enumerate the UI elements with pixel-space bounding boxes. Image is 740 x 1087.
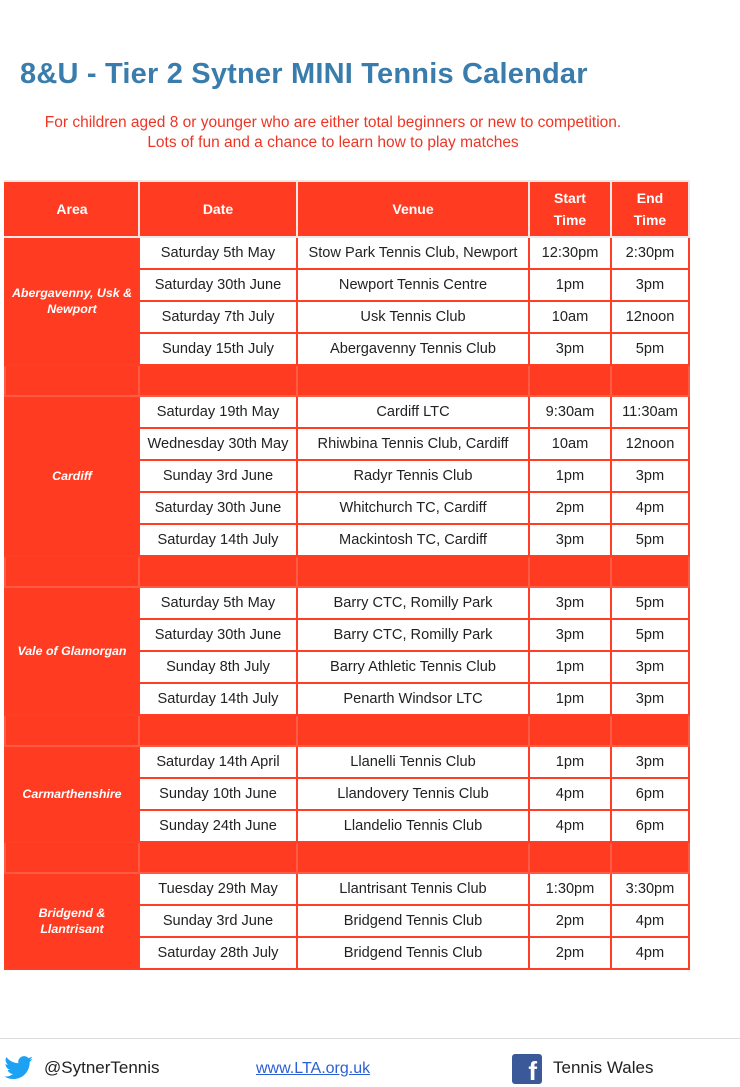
venue-cell: Llandovery Tennis Club xyxy=(297,778,529,810)
group-separator-row xyxy=(5,556,689,587)
venue-cell: Penarth Windsor LTC xyxy=(297,683,529,715)
venue-cell: Llantrisant Tennis Club xyxy=(297,873,529,905)
venue-cell: Whitchurch TC, Cardiff xyxy=(297,492,529,524)
date-cell: Sunday 3rd June xyxy=(139,460,297,492)
date-cell: Sunday 15th July xyxy=(139,333,297,365)
group-separator-row xyxy=(5,365,689,396)
start-cell: 3pm xyxy=(529,587,611,619)
venue-cell: Abergavenny Tennis Club xyxy=(297,333,529,365)
end-cell: 11:30am xyxy=(611,396,689,428)
end-cell: 5pm xyxy=(611,619,689,651)
venue-cell: Llandelio Tennis Club xyxy=(297,810,529,842)
end-cell: 2:30pm xyxy=(611,237,689,269)
end-cell: 12noon xyxy=(611,428,689,460)
venue-cell: Stow Park Tennis Club, Newport xyxy=(297,237,529,269)
venue-cell: Llanelli Tennis Club xyxy=(297,746,529,778)
start-cell: 9:30am xyxy=(529,396,611,428)
separator-cell xyxy=(297,365,529,396)
separator-cell xyxy=(529,842,611,873)
group-separator-row xyxy=(5,715,689,746)
header-start-word: Start xyxy=(554,190,586,206)
date-cell: Saturday 7th July xyxy=(139,301,297,333)
start-cell: 10am xyxy=(529,301,611,333)
separator-cell xyxy=(529,365,611,396)
header-date: Date xyxy=(139,181,297,237)
end-cell: 3pm xyxy=(611,746,689,778)
table-row xyxy=(5,873,689,905)
venue-cell: Barry CTC, Romilly Park xyxy=(297,587,529,619)
header-start-time xyxy=(529,181,611,237)
end-cell: 5pm xyxy=(611,524,689,556)
start-cell: 3pm xyxy=(529,524,611,556)
start-cell: 1pm xyxy=(529,460,611,492)
venue-cell: Radyr Tennis Club xyxy=(297,460,529,492)
subtitle-line: Lots of fun and a chance to learn how to play matches xyxy=(147,134,519,151)
venue-cell: Mackintosh TC, Cardiff xyxy=(297,524,529,556)
end-cell: 4pm xyxy=(611,905,689,937)
end-cell: 3:30pm xyxy=(611,873,689,905)
venue-cell: Cardiff LTC xyxy=(297,396,529,428)
footer xyxy=(0,1038,740,1086)
calendar-table xyxy=(4,180,690,970)
separator-cell xyxy=(5,715,139,746)
separator-cell xyxy=(529,715,611,746)
separator-cell xyxy=(139,842,297,873)
start-cell: 1pm xyxy=(529,651,611,683)
date-cell: Saturday 5th May xyxy=(139,237,297,269)
area-cell: Cardiff xyxy=(5,396,139,556)
date-cell: Sunday 24th June xyxy=(139,810,297,842)
date-cell: Tuesday 29th May xyxy=(139,873,297,905)
area-cell: Vale of Glamorgan xyxy=(5,587,139,715)
venue-cell: Barry CTC, Romilly Park xyxy=(297,619,529,651)
separator-cell xyxy=(611,365,689,396)
start-cell: 2pm xyxy=(529,937,611,969)
group-separator-row xyxy=(5,842,689,873)
area-cell: Carmarthenshire xyxy=(5,746,139,842)
venue-cell: Usk Tennis Club xyxy=(297,301,529,333)
separator-cell xyxy=(5,842,139,873)
end-cell: 6pm xyxy=(611,778,689,810)
header-venue: Venue xyxy=(297,181,529,237)
end-cell: 6pm xyxy=(611,810,689,842)
twitter-icon[interactable] xyxy=(4,1056,34,1080)
header-time-word: Time xyxy=(553,212,587,228)
end-cell: 5pm xyxy=(611,587,689,619)
date-cell: Saturday 28th July xyxy=(139,937,297,969)
table-row xyxy=(5,396,689,428)
start-cell: 10am xyxy=(529,428,611,460)
date-cell: Saturday 14th April xyxy=(139,746,297,778)
separator-cell xyxy=(297,842,529,873)
start-cell: 1pm xyxy=(529,683,611,715)
end-cell: 4pm xyxy=(611,937,689,969)
start-cell: 1:30pm xyxy=(529,873,611,905)
separator-cell xyxy=(529,556,611,587)
venue-cell: Rhiwbina Tennis Club, Cardiff xyxy=(297,428,529,460)
area-cell: Bridgend & Llantrisant xyxy=(5,873,139,969)
header-time-word: Time xyxy=(633,212,667,228)
date-cell: Saturday 14th July xyxy=(139,683,297,715)
date-cell: Sunday 3rd June xyxy=(139,905,297,937)
footer-divider xyxy=(0,1038,740,1039)
page-title: 8&U - Tier 2 Sytner MINI Tennis Calendar xyxy=(20,58,588,90)
end-cell: 5pm xyxy=(611,333,689,365)
end-cell: 12noon xyxy=(611,301,689,333)
venue-cell: Newport Tennis Centre xyxy=(297,269,529,301)
start-cell: 3pm xyxy=(529,333,611,365)
area-cell: Abergavenny, Usk & Newport xyxy=(5,237,139,365)
end-cell: 3pm xyxy=(611,460,689,492)
date-cell: Saturday 19th May xyxy=(139,396,297,428)
separator-cell xyxy=(139,715,297,746)
separator-cell xyxy=(611,715,689,746)
date-cell: Wednesday 30th May xyxy=(139,428,297,460)
header-row xyxy=(5,181,689,237)
start-cell: 3pm xyxy=(529,619,611,651)
separator-cell xyxy=(139,556,297,587)
start-cell: 4pm xyxy=(529,810,611,842)
date-cell: Saturday 30th June xyxy=(139,269,297,301)
header-end-word: End xyxy=(636,190,664,206)
end-cell: 3pm xyxy=(611,269,689,301)
start-cell: 1pm xyxy=(529,746,611,778)
header-area: Area xyxy=(5,181,139,237)
table-row xyxy=(5,237,689,269)
venue-cell: Barry Athletic Tennis Club xyxy=(297,651,529,683)
separator-cell xyxy=(5,556,139,587)
date-cell: Sunday 10th June xyxy=(139,778,297,810)
start-cell: 12:30pm xyxy=(529,237,611,269)
venue-cell: Bridgend Tennis Club xyxy=(297,905,529,937)
date-cell: Saturday 30th June xyxy=(139,492,297,524)
venue-cell: Bridgend Tennis Club xyxy=(297,937,529,969)
facebook-page-name[interactable]: Tennis Wales xyxy=(553,1058,654,1077)
twitter-handle[interactable]: @SytnerTennis xyxy=(44,1058,160,1077)
lta-website-link[interactable]: www.LTA.org.uk xyxy=(256,1060,371,1077)
page-subtitle xyxy=(0,113,666,153)
separator-cell xyxy=(297,715,529,746)
separator-cell xyxy=(611,842,689,873)
date-cell: Saturday 14th July xyxy=(139,524,297,556)
subtitle-line: For children aged 8 or younger who are either total beginners or new to competition. xyxy=(44,114,622,131)
date-cell: Saturday 30th June xyxy=(139,619,297,651)
separator-cell xyxy=(139,365,297,396)
end-cell: 3pm xyxy=(611,651,689,683)
separator-cell xyxy=(611,556,689,587)
start-cell: 4pm xyxy=(529,778,611,810)
facebook-icon[interactable]: f xyxy=(512,1054,542,1084)
separator-cell xyxy=(5,365,139,396)
table-row xyxy=(5,587,689,619)
separator-cell xyxy=(297,556,529,587)
header-end-time xyxy=(611,181,689,237)
start-cell: 2pm xyxy=(529,492,611,524)
end-cell: 3pm xyxy=(611,683,689,715)
start-cell: 2pm xyxy=(529,905,611,937)
date-cell: Saturday 5th May xyxy=(139,587,297,619)
end-cell: 4pm xyxy=(611,492,689,524)
date-cell: Sunday 8th July xyxy=(139,651,297,683)
start-cell: 1pm xyxy=(529,269,611,301)
calendar-body xyxy=(5,237,689,969)
table-row xyxy=(5,746,689,778)
